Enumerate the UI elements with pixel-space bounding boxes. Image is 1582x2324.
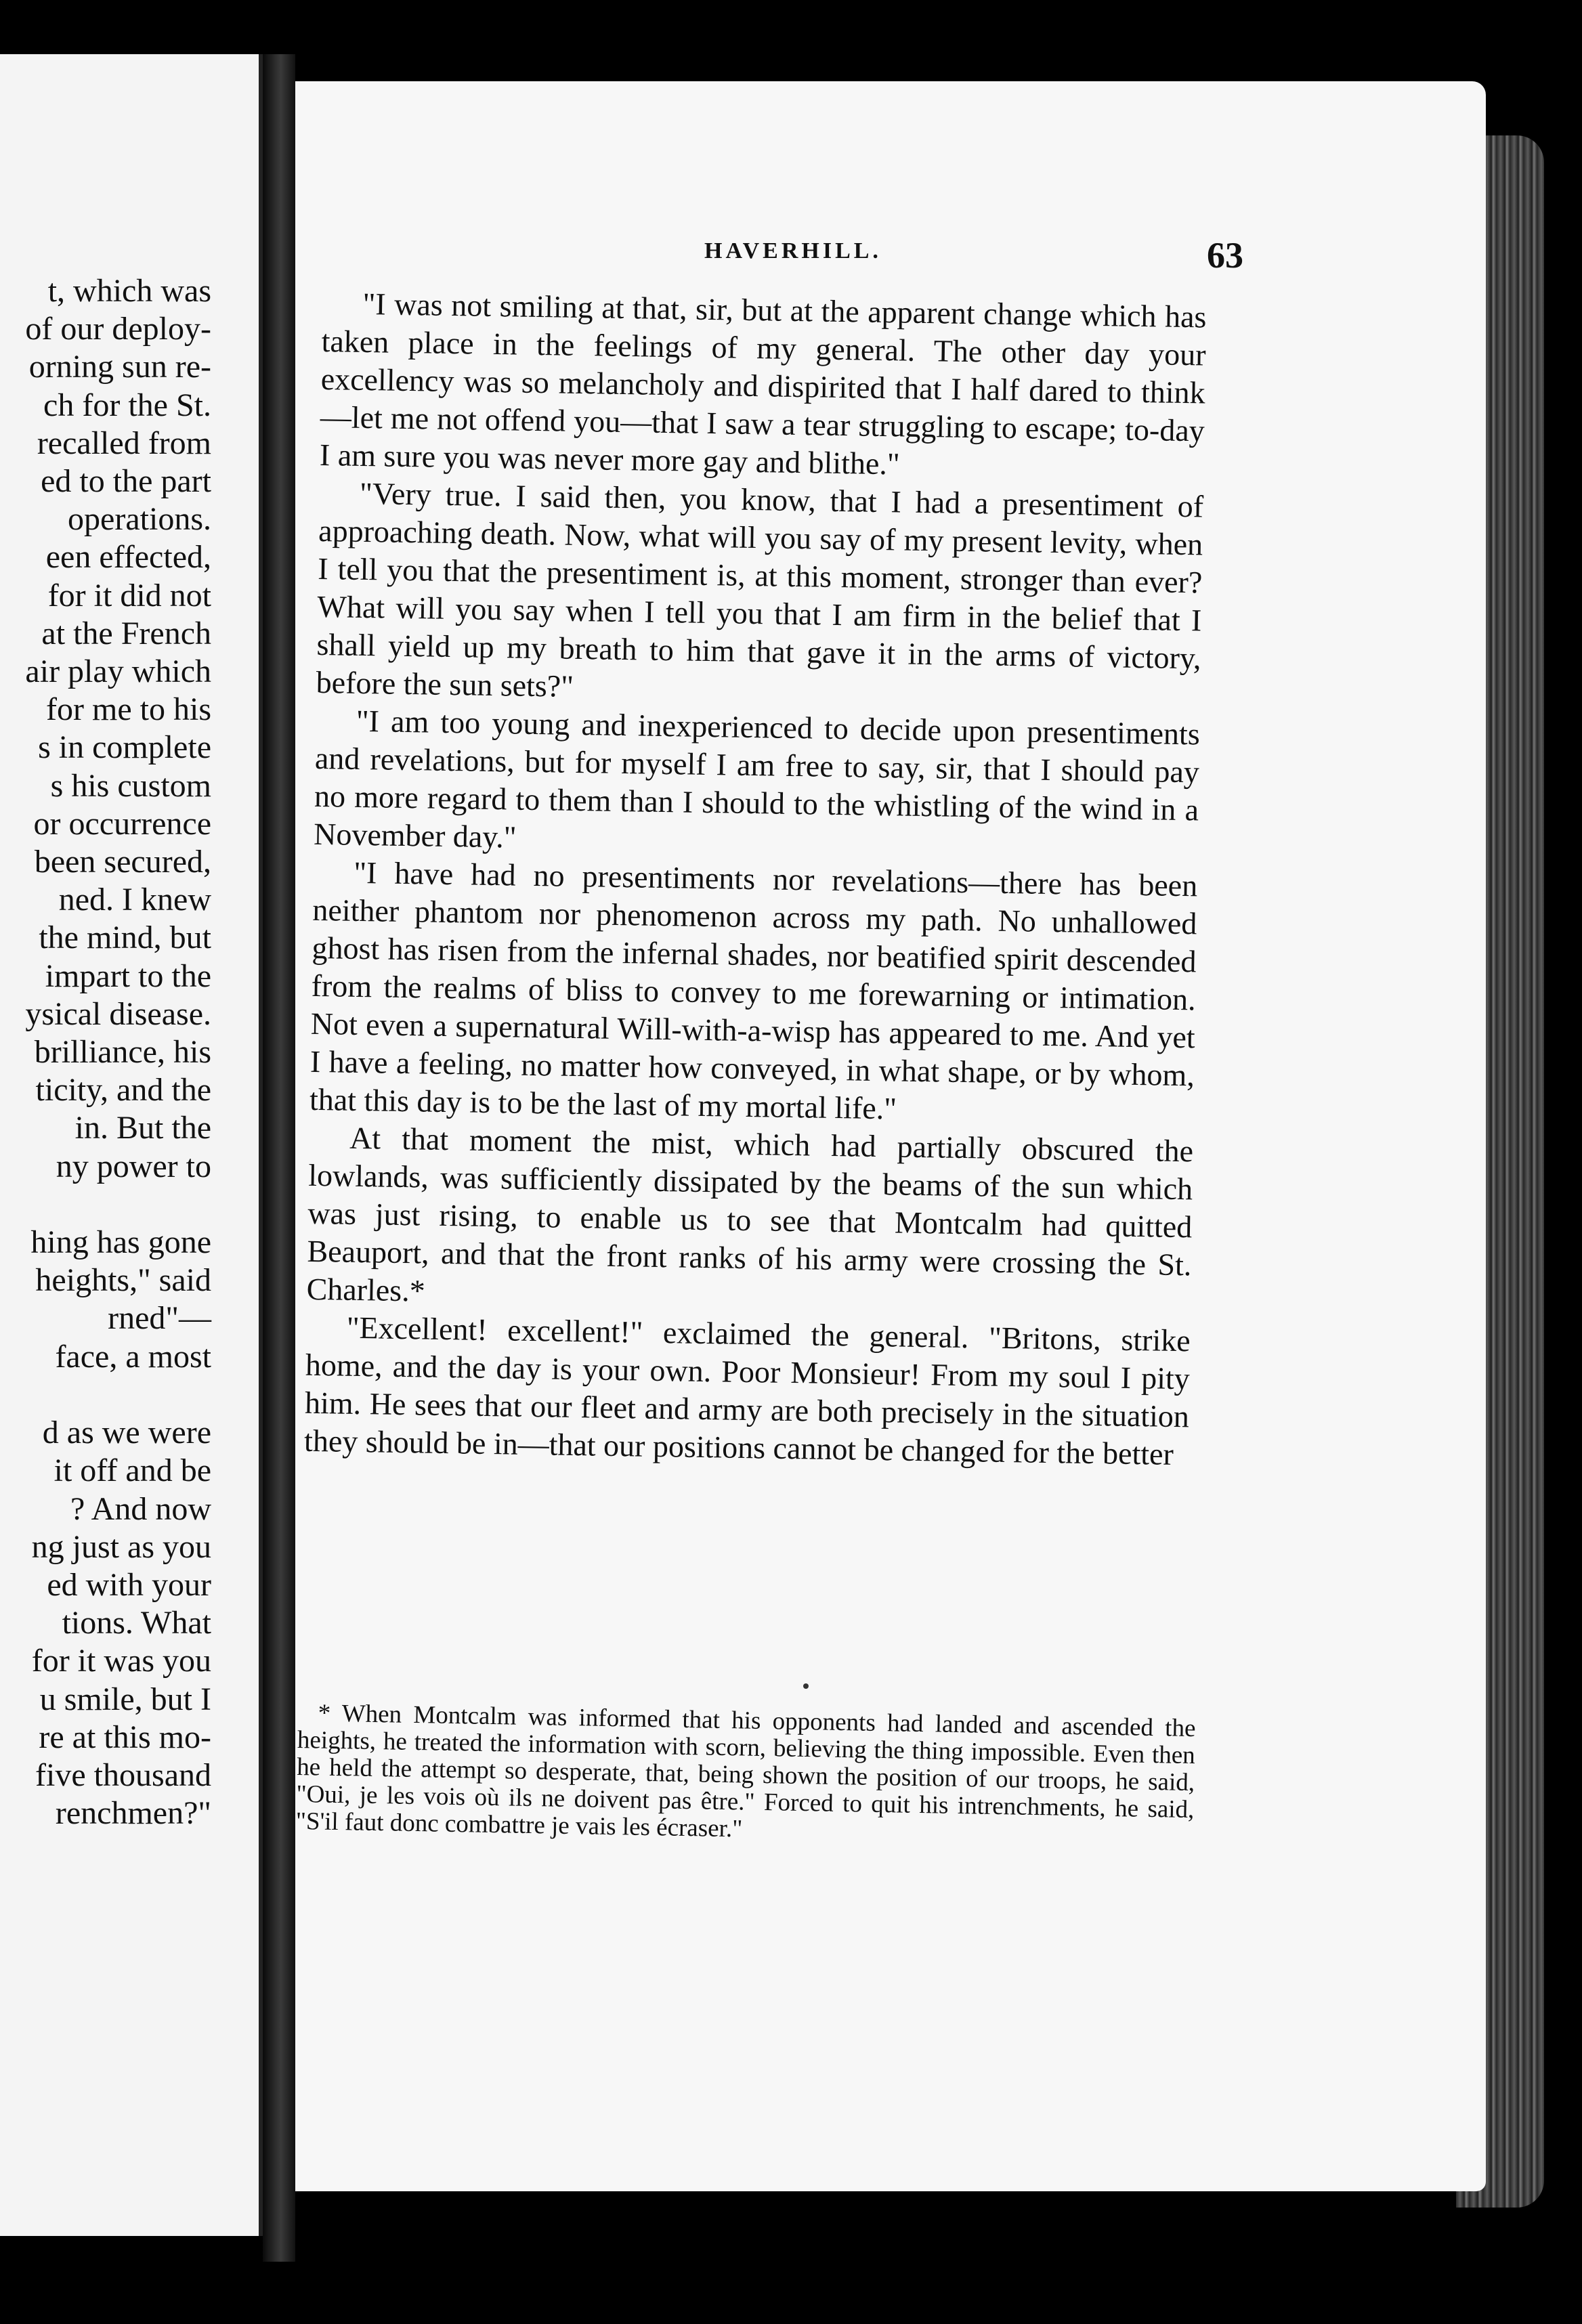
left-page-line: d as we were [42,1415,211,1451]
left-page-line: rned"— [108,1300,211,1337]
body-text [304,284,1207,1473]
left-page-line: for me to his [46,691,211,728]
left-page-line: the mind, but [39,920,211,956]
left-page-line: t, which was [47,273,211,309]
running-head: HAVERHILL. [704,238,882,263]
left-page-line: renchmen?" [55,1795,211,1832]
left-page-line: re at this mo- [39,1719,211,1755]
left-page-line: recalled from [37,425,211,461]
paragraph: At that moment the mist, which had partially obscured the lowlands, was sufficiently dissipated by the beams of the sun which was just rising, to enable us to see that Montcalm had quitted Beauport, and that the front ranks of his army were crossing the St. Charles.* [306,1120,1194,1308]
paragraph: "Excellent! excellent!" exclaimed the general. "Britons, strike home, and the day is your own. Poor Monsieur! From my soul I pity him. He sees that our fleet and army are both precisely in the situation they should be in—that our positions cannot be changed for the better [303,1310,1191,1471]
footnote-text: * When Montcalm was informed that his opponents had landed and ascended the heights, he treated the information with scorn, believing the thing impossible. Even then he held the attempt so desperate, that, being shown the position of our troops, he said, "Oui, je les vois où ils ne doivent pas être." Forced to quit his intrenchments, he said, "S'il faut donc combattre je vais les écraser." [295,1699,1196,1843]
left-page-line: s his custom [50,767,211,804]
paragraph: "I was not smiling at that, sir, but at the apparent change which has taken place in the feelings of my general. The other day your excellency was so melancholy and dispirited that I half dared to think—let me not offend you—that I saw a tear struggling to escape; to-day I am sure you was never more gay and blithe." [319,286,1207,481]
left-page-line: or occurrence [33,805,211,842]
left-page-line: in. But the [74,1110,211,1146]
left-page-line: u smile, but I [39,1681,211,1717]
left-page-line: at the French [41,615,211,651]
left-page-line: face, a most [55,1338,211,1375]
left-page-line: ? And now [70,1490,211,1527]
page-number: 63 [1207,235,1243,276]
footnote [296,1700,1196,1851]
left-page-line: ticity, and the [35,1072,211,1109]
footnote-divider [803,1683,809,1689]
left-page-line: ny power to [56,1148,211,1184]
left-page-line: een effected, [45,539,211,576]
left-page-line: ed to the part [41,463,211,500]
left-page-line: of our deploy- [25,311,211,347]
paragraph: "I have had no presentiments nor revelations—there has been neither phantom nor phenomenon across my path. No unhallowed ghost has risen from the infernal shades, nor beatified spirit descended from the realms of bliss to convey to me forewarning or intimation. Not even a supernatural Will-with-a-wisp has appeared to me. And yet I have a feeling, no matter how conveyed, in what shape, or by whom, that this day is to be the last of my mortal life." [309,855,1198,1126]
left-page-line [25,1376,211,1414]
left-page [0,54,263,2236]
left-page-text [25,272,211,1832]
left-page-line: ch for the St. [43,387,211,423]
left-page-line: impart to the [45,957,211,994]
left-page-line: it off and be [54,1452,211,1489]
left-page-line: five thousand [35,1757,211,1793]
left-page-line: been secured, [34,844,211,880]
left-page-line: hing has gone [30,1224,211,1261]
left-page-line: s in complete [38,729,211,766]
left-page-line: orning sun re- [28,349,211,385]
left-page-line: ed with your [47,1566,211,1603]
left-page-line: for it was you [31,1643,211,1679]
left-page-line: ned. I knew [58,882,211,918]
left-page-line: operations. [68,501,211,538]
left-page-line: heights," said [35,1262,211,1299]
paragraph: "I am too young and inexperienced to decide upon presentiments and revelations, but for myself I am free to say, sir, that I should pay no more regard to them than I should to the whistling of the wind in a November day." [313,703,1201,855]
left-page-line [25,1186,211,1224]
paragraph: "Very true. I said then, you know, that I had a presentiment of approaching death. Now, what will you say of my present levity, when I tell you that the presentiment is, at this moment, stronger than ever? What will you say when I tell you that I am firm in the belief that I shall yield up my breath to him that gave it in the arms of victory, before the sun sets?" [316,475,1204,704]
left-page-line: for it did not [47,577,211,614]
book-gutter [263,54,295,2262]
left-page-line: ng just as you [31,1528,211,1565]
left-page-line: ysical disease. [25,995,211,1032]
left-page-line: air play which [25,653,211,690]
left-page-line: brilliance, his [34,1034,211,1071]
left-page-line: tions. What [62,1605,211,1641]
